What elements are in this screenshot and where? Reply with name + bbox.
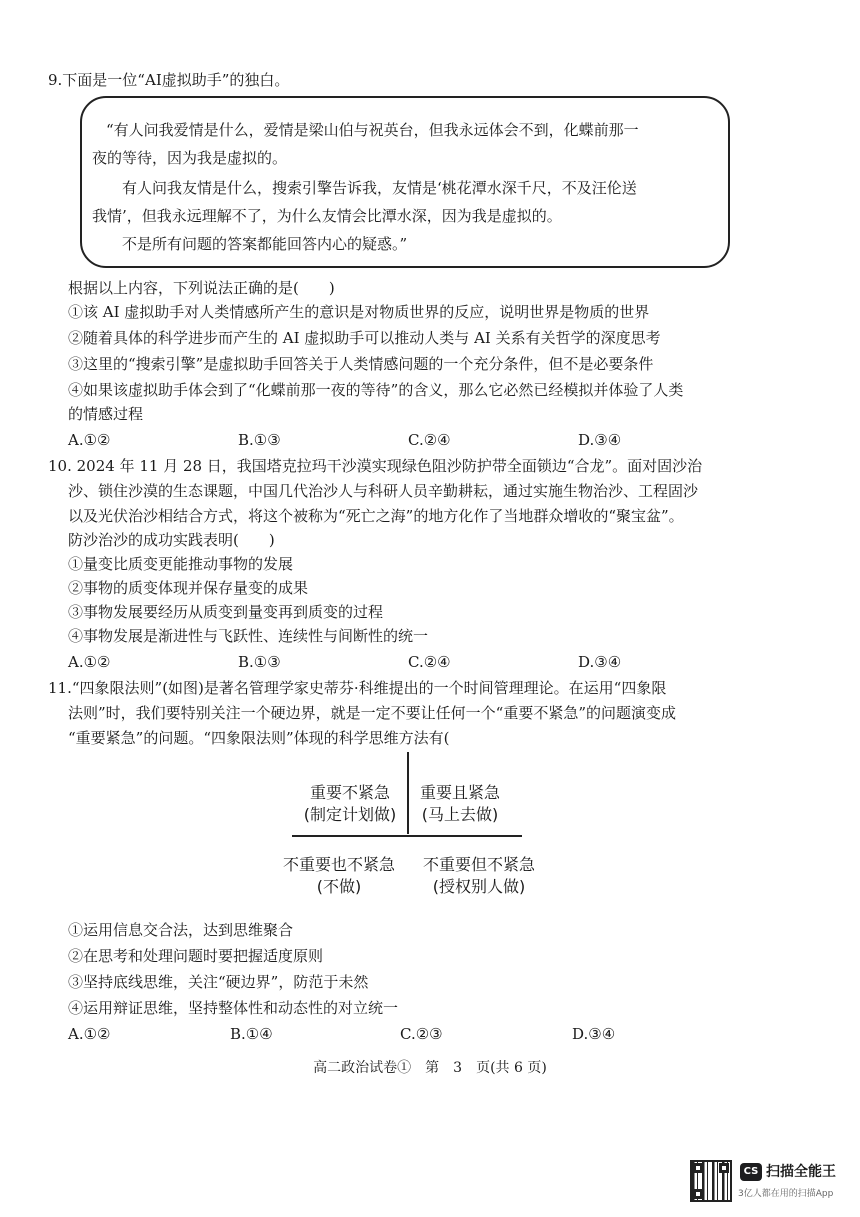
q11-option-c: C.②③ (400, 1025, 443, 1043)
q9-prompt: 根据以上内容，下列说法正确的是( ) (68, 279, 335, 297)
q9-item: ②随着具体的科学进步而产生的 AI 虚拟助手可以推动人类与 AI 关系有关哲学的深度思考 (68, 329, 661, 347)
quadrant-horizontal-axis (292, 835, 522, 837)
q9-option-c: C.②④ (408, 431, 451, 449)
q10-item: ③事物发展要经历从质变到量变再到质变的过程 (68, 603, 384, 621)
q10-item: ②事物的质变体现并保存量变的成果 (68, 579, 309, 597)
quadrant-note: (授权别人做) (432, 877, 526, 896)
q10-option-b: B.①③ (238, 653, 281, 671)
q11-option-d: D.③④ (572, 1025, 616, 1043)
q9-quote-line: 不是所有问题的答案都能回答内心的疑惑。” (122, 235, 408, 253)
q10-stem-line: 防沙治沙的成功实践表明( ) (68, 531, 275, 549)
quadrant-bottom-left (272, 854, 406, 898)
camscanner-tagline: 3亿人都在用的扫描App (738, 1189, 834, 1199)
q11-item: ④运用辩证思维，坚持整体性和动态性的对立统一 (68, 999, 399, 1017)
q11-item: ①运用信息交合法，达到思维聚合 (68, 921, 294, 939)
q10-item: ①量变比质变更能推动事物的发展 (68, 555, 294, 573)
q11-stem-line: “重要紧急”的问题。“四象限法则”体现的科学思维方法有( (68, 729, 450, 747)
q10-option-c: C.②④ (408, 653, 451, 671)
quadrant-note: (制定计划做) (303, 805, 397, 824)
q9-option-a: A.①② (68, 431, 111, 449)
q9-option-b: B.①③ (238, 431, 281, 449)
q9-item: 的情感过程 (68, 405, 144, 423)
q9-stem: 9.下面是一位“AI虚拟助手”的独白。 (48, 71, 290, 89)
quadrant-vertical-axis (407, 752, 409, 834)
q11-stem-line: 11.“四象限法则”(如图)是著名管理学家史蒂芬·科维提出的一个时间管理理论。在运用“四象限 (48, 679, 667, 697)
quadrant-label: 重要且紧急 (419, 783, 500, 802)
page-footer: 高二政治试卷① 第 3 页(共 6 页) (313, 1060, 547, 1076)
q11-option-a: A.①② (68, 1025, 111, 1043)
q10-stem-line: 10. 2024 年 11 月 28 日，我国塔克拉玛干沙漠实现绿色阻沙防护带全面锁边“合龙”。面对固沙治 (48, 457, 703, 475)
q9-quote-line: 我情’，但我永远理解不了，为什么友情会比潭水深，因为我是虚拟的。 (92, 207, 562, 225)
quadrant-note: (马上去做) (421, 805, 499, 824)
q9-quote-line: “有人问我爱情是什么，爱情是梁山伯与祝英台，但我永远体会不到，化蝶前那一 (106, 121, 639, 139)
q10-option-d: D.③④ (578, 653, 622, 671)
q11-option-b: B.①④ (230, 1025, 273, 1043)
qr-code-icon (690, 1160, 732, 1202)
camscanner-logo: CS (740, 1163, 762, 1181)
quadrant-label: 重要不紧急 (309, 783, 390, 802)
q11-stem-line: 法则”时，我们要特别关注一个硬边界，就是一定不要让任何一个“重要不紧急”的问题演变成 (68, 704, 677, 722)
q10-stem-line: 沙、锁住沙漠的生态课题，中国几代治沙人与科研人员辛勤耕耘，通过实施生物治沙、工程固沙 (68, 482, 699, 500)
q10-item: ④事物发展是渐进性与飞跃性、连续性与间断性的统一 (68, 627, 429, 645)
q9-quote-line: 有人问我友情是什么，搜索引擎告诉我，友情是‘桃花潭水深千尺，不及汪伦送 (122, 179, 637, 197)
q9-option-d: D.③④ (578, 431, 622, 449)
q9-quote-line: 夜的等待，因为我是虚拟的。 (92, 149, 288, 167)
quadrant-top-left (296, 782, 404, 826)
camscanner-name: 扫描全能王 (766, 1164, 836, 1180)
quadrant-label: 不重要但不紧急 (422, 855, 535, 874)
q9-item: ④如果该虚拟助手体会到了“化蝶前那一夜的等待”的含义，那么它必然已经模拟并体验了人类 (68, 381, 684, 399)
q10-stem-line: 以及光伏治沙相结合方式，将这个被称为“死亡之海”的地方化作了当地群众增收的“聚宝盆”。 (68, 507, 684, 525)
q9-quote-box (80, 96, 730, 268)
q11-item: ②在思考和处理问题时要把握适度原则 (68, 947, 324, 965)
q9-item: ①该 AI 虚拟助手对人类情感所产生的意识是对物质世界的反应，说明世界是物质的世界 (68, 303, 650, 321)
quadrant-note: (不做) (316, 877, 362, 896)
q11-item: ③坚持底线思维，关注“硬边界”，防范于未然 (68, 973, 369, 991)
q10-option-a: A.①② (68, 653, 111, 671)
quadrant-bottom-right (412, 854, 546, 898)
quadrant-label: 不重要也不紧急 (282, 855, 395, 874)
quadrant-top-right (412, 782, 508, 826)
q9-item: ③这里的“搜索引擎”是虚拟助手回答关于人类情感问题的一个充分条件，但不是必要条件 (68, 355, 654, 373)
